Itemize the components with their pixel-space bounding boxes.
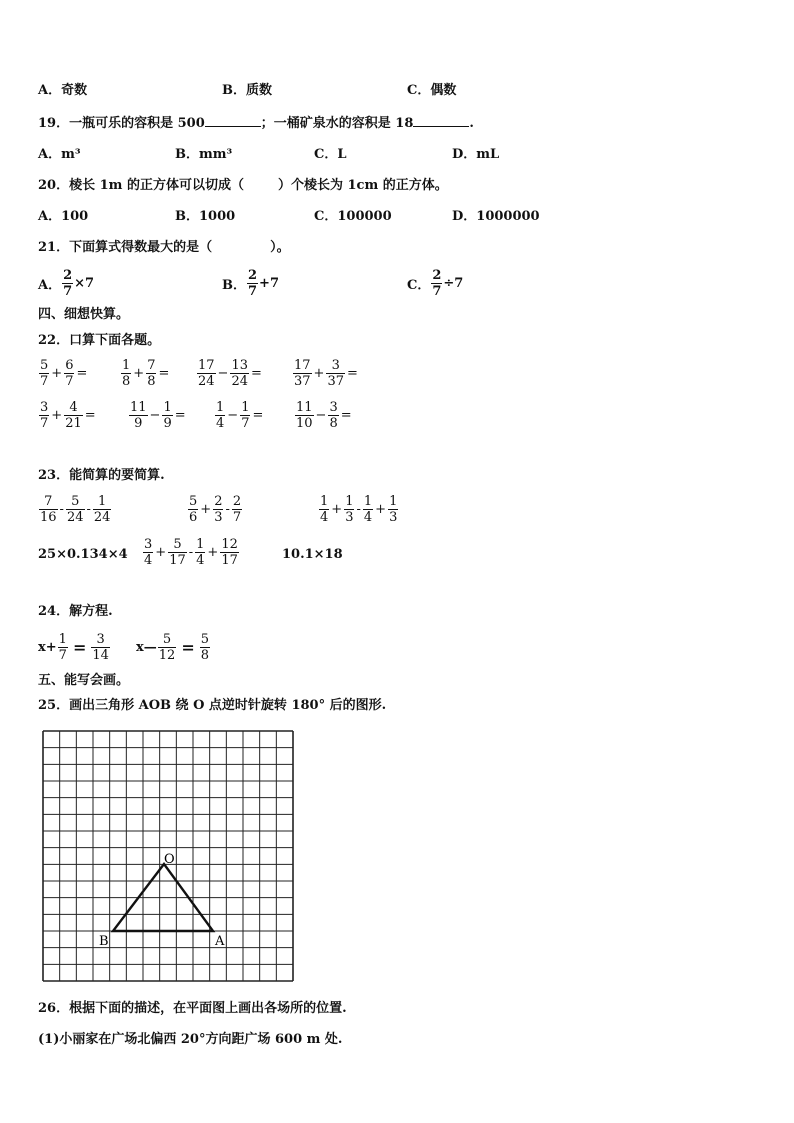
- q21-option-c: [407, 268, 463, 299]
- numerator: 11: [296, 400, 313, 415]
- q18-option-b: [222, 82, 272, 100]
- fraction: [195, 537, 205, 568]
- fraction: [121, 358, 131, 389]
- q23-expression-3: [318, 494, 399, 525]
- denominator: 4: [363, 510, 373, 525]
- q26-title: 26．根据下面的描述，在平面图上画出各场所的位置.: [38, 1001, 347, 1016]
- fraction: [319, 494, 329, 525]
- option-letter: A．: [38, 147, 62, 162]
- q18-option-a: [38, 82, 87, 100]
- option-letter: C．: [407, 278, 431, 293]
- option-text: 100: [61, 209, 89, 224]
- operator: -: [356, 502, 361, 517]
- option-text: L: [337, 147, 347, 162]
- operator: +: [200, 502, 212, 517]
- numerator: 1: [196, 537, 205, 552]
- label-o: O: [164, 852, 175, 867]
- operator: +: [133, 366, 145, 381]
- numerator: 17: [198, 358, 215, 373]
- option-letter: A．: [38, 278, 62, 293]
- denominator: 24: [66, 510, 84, 525]
- label-b: B: [99, 934, 109, 949]
- denominator: 7: [40, 374, 49, 389]
- fraction: [220, 537, 239, 568]
- q22-item: [214, 400, 264, 431]
- numerator: 1: [241, 400, 250, 415]
- option-letter: B．: [222, 83, 246, 98]
- denominator: 7: [232, 510, 242, 525]
- numerator: 5: [40, 358, 49, 373]
- denominator: 7: [40, 416, 49, 431]
- denominator: 24: [231, 374, 248, 389]
- option-letter: C．: [314, 147, 338, 162]
- q22-title: 22．口算下面各题。: [38, 333, 161, 348]
- operator: −: [217, 366, 229, 381]
- operator: +7: [259, 276, 279, 291]
- q23-expression-1: [38, 494, 112, 525]
- q23-expression-2: [187, 494, 243, 525]
- q18-option-c: [407, 82, 456, 100]
- numerator: 7: [39, 494, 58, 510]
- q24-title: 24．解方程.: [38, 604, 113, 619]
- section-4-heading: 四、细想快算。: [38, 307, 130, 322]
- numerator: 1: [389, 494, 398, 509]
- fraction: [388, 494, 398, 525]
- option-text: 偶数: [430, 83, 457, 98]
- numerator: 17: [294, 358, 311, 373]
- q20-text-1: 20．棱长 1m 的正方体可以切成（: [38, 178, 244, 193]
- numerator: 2: [232, 494, 242, 509]
- q22-item: [38, 358, 88, 389]
- operator: +: [155, 545, 167, 560]
- denominator: 24: [198, 374, 215, 389]
- denominator: 9: [134, 416, 143, 431]
- option-letter: A．: [38, 83, 62, 98]
- operator: −: [149, 408, 161, 423]
- option-letter: B．: [175, 209, 199, 224]
- numerator: 3: [144, 537, 153, 552]
- fraction: [328, 400, 338, 431]
- fraction: [39, 494, 58, 525]
- fraction: [293, 358, 312, 389]
- label-a: A: [215, 934, 225, 949]
- operator: +: [51, 408, 63, 423]
- denominator: 37: [294, 374, 311, 389]
- numerator: 3: [326, 358, 345, 374]
- numerator: 1: [345, 494, 354, 509]
- q20-option-b: [175, 208, 235, 226]
- fraction: [93, 494, 112, 525]
- equals-sign: =: [251, 366, 262, 381]
- numerator: 4: [64, 400, 83, 416]
- q22-item: [128, 400, 187, 431]
- fraction: [66, 494, 85, 525]
- equation-lhs: x—: [136, 640, 157, 655]
- denominator: 7: [241, 416, 250, 431]
- option-letter: C．: [407, 83, 431, 98]
- denominator: 4: [196, 553, 205, 568]
- numerator: 6: [65, 358, 74, 373]
- operator: −: [315, 408, 327, 423]
- operator: +: [51, 366, 63, 381]
- q20-question: [38, 177, 448, 195]
- option-text: mm³: [199, 147, 233, 162]
- q19-option-b: [175, 146, 232, 164]
- denominator: 37: [327, 374, 344, 389]
- option-text: 1000: [199, 209, 236, 224]
- operator: -: [59, 502, 64, 517]
- equals-sign: =: [158, 366, 170, 381]
- operator: +: [331, 502, 343, 517]
- numerator: 1: [163, 400, 172, 415]
- numerator: 2: [214, 494, 223, 509]
- option-text: 奇数: [61, 83, 88, 98]
- fraction: [62, 268, 73, 299]
- numerator: 3: [329, 400, 338, 415]
- fraction: [230, 358, 249, 389]
- operator: -: [188, 545, 194, 560]
- q20-option-a: [38, 208, 88, 226]
- fraction: [213, 494, 223, 525]
- fraction: [200, 632, 210, 663]
- operator: -: [86, 502, 91, 517]
- fraction: [129, 400, 148, 431]
- equals-sign: =: [174, 408, 186, 423]
- denominator: 7: [63, 284, 73, 299]
- denominator: 14: [92, 648, 109, 663]
- denominator: 7: [65, 374, 74, 389]
- q19-text-2: ；一桶矿泉水的容积是 18: [260, 116, 414, 131]
- answer-blank[interactable]: [413, 114, 469, 127]
- equation-lhs: x+: [38, 640, 57, 655]
- option-text: 1000000: [476, 209, 540, 224]
- fraction: [58, 632, 68, 663]
- denominator: 21: [65, 416, 82, 431]
- fraction: [143, 537, 153, 568]
- numerator: 1: [320, 494, 329, 509]
- q23-expression-6: 10.1×18: [282, 547, 343, 562]
- equals-sign: =: [252, 408, 264, 423]
- denominator: 8: [329, 416, 338, 431]
- numerator: 12: [221, 537, 238, 552]
- equals-sign: =: [72, 638, 87, 657]
- option-text: 100000: [337, 209, 392, 224]
- q23-expression-4: 25×0.134×4: [38, 547, 128, 562]
- equals-sign: =: [76, 366, 88, 381]
- denominator: 4: [216, 416, 225, 431]
- denominator: 3: [389, 510, 398, 525]
- numerator: 5: [168, 537, 187, 553]
- q25-grid-figure[interactable]: [41, 729, 297, 985]
- fraction: [197, 358, 216, 389]
- q23-title: 23．能简算的要简算.: [38, 468, 165, 483]
- numerator: 11: [130, 400, 147, 415]
- equals-sign: =: [340, 408, 352, 423]
- fraction: [39, 358, 49, 389]
- fraction: [247, 268, 258, 299]
- denominator: 24: [93, 510, 111, 525]
- fraction: [39, 400, 49, 431]
- numerator: 5: [189, 494, 198, 509]
- option-letter: D．: [452, 209, 477, 224]
- q20-option-c: [314, 208, 392, 226]
- q21-text-1: 21．下面算式得数最大的是（: [38, 240, 213, 255]
- q21-question: [38, 239, 290, 257]
- numerator: 7: [147, 358, 156, 373]
- fraction: [162, 400, 172, 431]
- numerator: 5: [66, 494, 85, 510]
- operator: ÷7: [443, 276, 464, 291]
- q20-option-d: [452, 208, 540, 226]
- numerator: 1: [58, 632, 67, 647]
- fraction: [215, 400, 225, 431]
- equals-sign: =: [84, 408, 96, 423]
- operator: +: [375, 502, 387, 517]
- numerator: 1: [216, 400, 225, 415]
- operator: +: [207, 545, 219, 560]
- fraction: [188, 494, 198, 525]
- denominator: 17: [221, 553, 238, 568]
- denominator: 4: [144, 553, 153, 568]
- fraction: [363, 494, 373, 525]
- numerator: 2: [248, 268, 258, 283]
- q21-option-b: [222, 268, 279, 299]
- q22-item: [38, 400, 97, 431]
- q19-question: [38, 114, 474, 133]
- fraction: [295, 400, 314, 431]
- q19-text-1: 19．一瓶可乐的容积是 500: [38, 116, 205, 131]
- q21-option-a: [38, 268, 94, 299]
- q24-equation-1: [38, 632, 111, 663]
- numerator: 3: [91, 632, 110, 648]
- q21-text-2: ）。: [270, 240, 290, 255]
- denominator: 7: [432, 284, 442, 299]
- numerator: 1: [122, 358, 131, 373]
- option-letter: C．: [314, 209, 338, 224]
- operator: -: [225, 502, 230, 517]
- denominator: 9: [163, 416, 172, 431]
- option-letter: A．: [38, 209, 62, 224]
- q19-option-d: [452, 146, 499, 164]
- denominator: 3: [345, 510, 354, 525]
- denominator: 7: [248, 284, 258, 299]
- q20-text-2: ）个棱长为 1cm 的正方体。: [277, 178, 448, 193]
- fraction: [158, 632, 177, 663]
- denominator: 17: [169, 553, 186, 568]
- answer-blank[interactable]: [205, 114, 261, 127]
- option-letter: B．: [175, 147, 199, 162]
- numerator: 1: [93, 494, 112, 510]
- operator: ×7: [74, 276, 95, 291]
- equals-sign: =: [181, 638, 195, 657]
- q22-item: [292, 358, 359, 389]
- numerator: 1: [363, 494, 373, 509]
- fraction: [146, 358, 156, 389]
- numerator: 5: [158, 632, 177, 648]
- denominator: 12: [158, 648, 176, 663]
- option-letter: B．: [222, 278, 246, 293]
- fraction: [240, 400, 250, 431]
- denominator: 3: [214, 510, 223, 525]
- q22-item: [294, 400, 353, 431]
- fraction: [64, 400, 83, 431]
- numerator: 2: [432, 268, 442, 283]
- denominator: 8: [122, 374, 131, 389]
- option-text: mL: [476, 147, 500, 162]
- operator: +: [313, 366, 325, 381]
- equals-sign: =: [347, 366, 358, 381]
- q25-title: 25．画出三角形 AOB 绕 O 点逆时针旋转 180° 后的图形.: [38, 698, 387, 713]
- numerator: 5: [200, 632, 209, 647]
- fraction: [344, 494, 354, 525]
- fraction: [326, 358, 345, 389]
- fraction: [431, 268, 442, 299]
- q26-item-1: (1)小丽家在广场北偏西 20°方向距广场 600 m 处.: [38, 1032, 343, 1047]
- fraction: [232, 494, 242, 525]
- fraction: [64, 358, 74, 389]
- numerator: 2: [63, 268, 73, 283]
- q22-item: [196, 358, 263, 389]
- q19-option-c: [314, 146, 347, 164]
- numerator: 3: [40, 400, 49, 415]
- option-letter: D．: [452, 147, 477, 162]
- q23-expression-5: [142, 537, 240, 568]
- denominator: 6: [189, 510, 198, 525]
- numerator: 13: [231, 358, 248, 373]
- denominator: 8: [147, 374, 156, 389]
- q19-end: .: [469, 116, 474, 131]
- q24-equation-2: [136, 632, 211, 663]
- denominator: 8: [200, 648, 209, 663]
- section-5-heading: 五、能写会画。: [38, 673, 130, 688]
- q19-option-a: [38, 146, 81, 164]
- option-text: 质数: [246, 83, 273, 98]
- fraction: [91, 632, 110, 663]
- denominator: 16: [40, 510, 57, 525]
- q22-item: [120, 358, 170, 389]
- denominator: 7: [58, 648, 67, 663]
- fraction: [168, 537, 187, 568]
- denominator: 10: [296, 416, 313, 431]
- operator: −: [227, 408, 239, 423]
- denominator: 4: [320, 510, 329, 525]
- option-text: m³: [61, 147, 81, 162]
